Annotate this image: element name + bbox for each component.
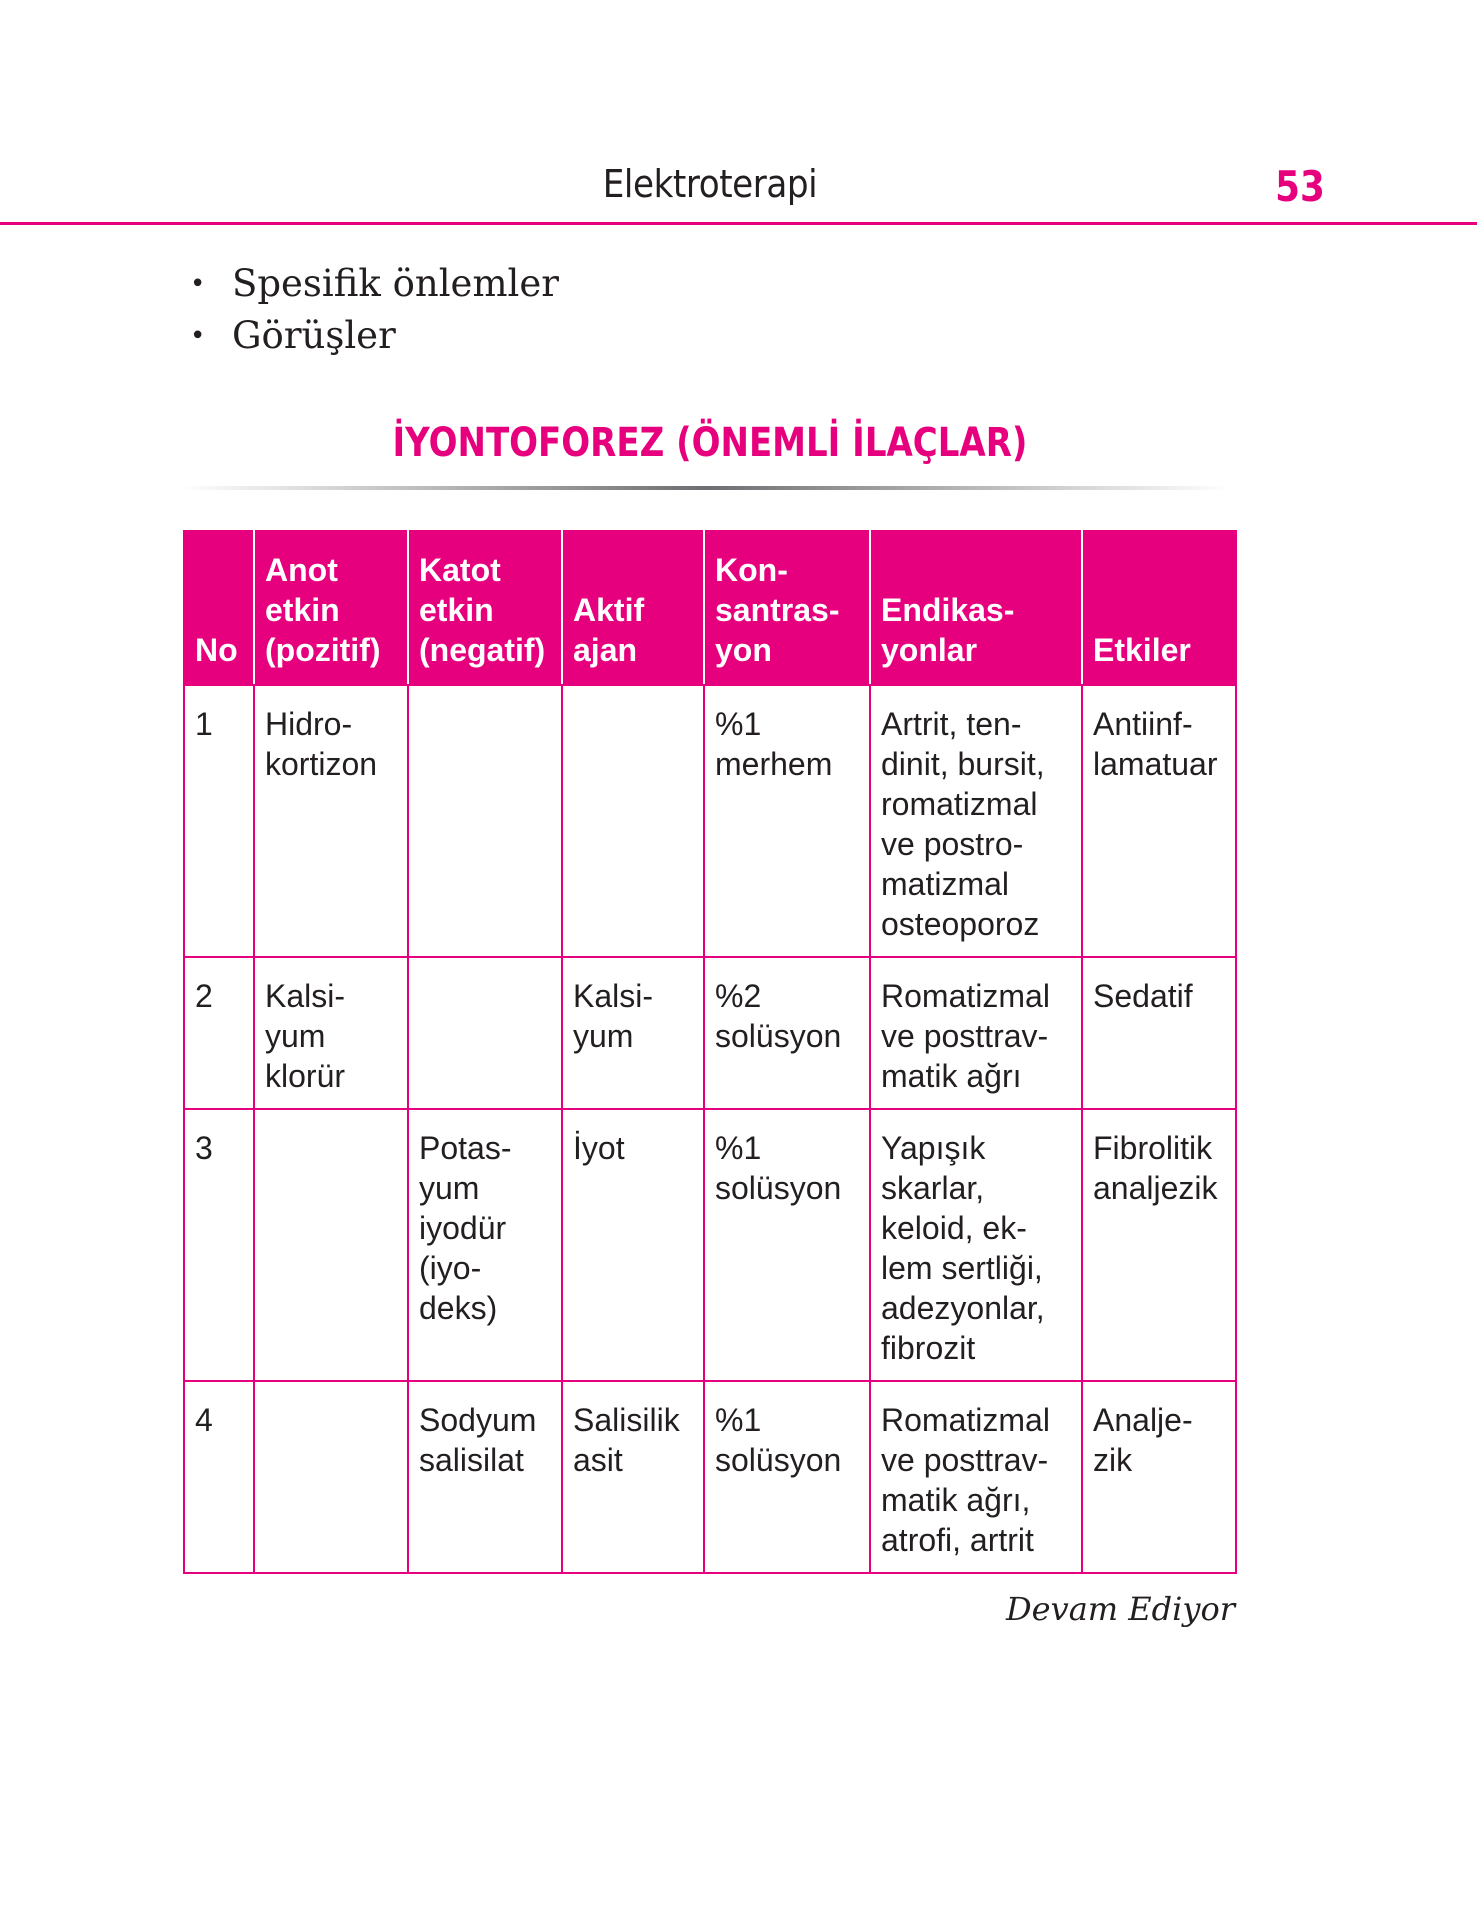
cell-line: ve posttrav- (881, 1018, 1049, 1054)
header-line: (negatif) (419, 632, 546, 668)
title-rule (180, 486, 1230, 490)
cell-active-agent (562, 685, 704, 957)
cell-line: skarlar, (881, 1170, 985, 1206)
cell-anode (254, 957, 408, 1109)
cell-line: Kalsi- (265, 978, 346, 1014)
cell-line: %1 (715, 1130, 762, 1166)
continued-note: Devam Ediyor (1006, 1590, 1235, 1628)
bullet-item (182, 310, 559, 362)
cell-line: Yapışık (881, 1130, 986, 1166)
cell-line: romatizmal (881, 786, 1038, 822)
cell-effects (1082, 957, 1236, 1109)
table-row (184, 1109, 1236, 1381)
cell-line: analjezik (1093, 1170, 1218, 1206)
cell-line: solüsyon (715, 1170, 842, 1206)
cell-concentration (704, 685, 870, 957)
cell-active-agent (562, 957, 704, 1109)
cell-indications (870, 957, 1082, 1109)
header-line: (pozitif) (265, 632, 381, 668)
header-line: No (195, 632, 238, 668)
header-line: Endikas- (881, 592, 1015, 628)
header-concentration (704, 531, 870, 685)
cell-line: %1 (715, 1402, 762, 1438)
header-effects (1082, 531, 1236, 685)
cell-effects (1082, 685, 1236, 957)
cell-line: 1 (195, 706, 213, 742)
cell-indications (870, 685, 1082, 957)
cell-line: zik (1093, 1442, 1133, 1478)
cell-line: keloid, ek- (881, 1210, 1027, 1246)
cell-line: Romatizmal (881, 978, 1050, 1014)
cell-line: iyodür (419, 1210, 507, 1246)
cell-line: 2 (195, 978, 213, 1014)
cell-active-agent (562, 1109, 704, 1381)
cell-line: %2 (715, 978, 762, 1014)
cell-effects (1082, 1381, 1236, 1573)
cell-line: klorür (265, 1058, 346, 1094)
cell-line: ve posttrav- (881, 1442, 1049, 1478)
cell-line: matik ağrı, (881, 1482, 1031, 1518)
cell-cathode (408, 957, 562, 1109)
cell-anode (254, 685, 408, 957)
header-line: ajan (573, 632, 638, 668)
cell-line: matik ağrı (881, 1058, 1022, 1094)
cell-line: ve postro- (881, 826, 1024, 862)
cell-no (184, 1381, 254, 1573)
table-header-row (184, 531, 1236, 685)
cell-line: 4 (195, 1402, 213, 1438)
bullet-item (182, 258, 559, 310)
cell-line: Kalsi- (573, 978, 654, 1014)
cell-line: Romatizmal (881, 1402, 1050, 1438)
cell-line: Fibrolitik (1093, 1130, 1213, 1166)
cell-line: yum (573, 1018, 634, 1054)
header-line: Aktif (573, 592, 645, 628)
header-line: yon (715, 632, 772, 668)
cell-line: Hidro- (265, 706, 353, 742)
cell-line: Analje- (1093, 1402, 1193, 1438)
cell-line: yum (265, 1018, 326, 1054)
cell-line: Sedatif (1093, 978, 1193, 1014)
table-row (184, 1381, 1236, 1573)
page-number: 53 (1275, 162, 1325, 211)
cell-line: matizmal (881, 866, 1010, 902)
header-rule (0, 222, 1477, 225)
cell-cathode (408, 1381, 562, 1573)
running-title: Elektroterapi (602, 162, 818, 206)
cell-line: lem sertliği, (881, 1250, 1043, 1286)
cell-line: 3 (195, 1130, 213, 1166)
cell-line: salisilat (419, 1442, 524, 1478)
cell-anode (254, 1381, 408, 1573)
cell-indications (870, 1109, 1082, 1381)
cell-cathode (408, 685, 562, 957)
cell-line: adezyonlar, (881, 1290, 1045, 1326)
bullet-text: Spesifik önlemler (232, 262, 559, 305)
cell-line: Potas- (419, 1130, 512, 1166)
header-active-agent (562, 531, 704, 685)
header-cathode (408, 531, 562, 685)
cell-effects (1082, 1109, 1236, 1381)
bullet-icon: • (190, 321, 206, 351)
section-title: İYONTOFOREZ (ÖNEMLİ İLAÇLAR) (392, 420, 1028, 466)
cell-line: fibrozit (881, 1330, 976, 1366)
cell-line: Salisilik (573, 1402, 680, 1438)
bullet-icon: • (190, 269, 206, 299)
cell-line: (iyo- (419, 1250, 482, 1286)
cell-line: yum (419, 1170, 480, 1206)
cell-line: deks) (419, 1290, 498, 1326)
cell-line: lamatuar (1093, 746, 1218, 782)
cell-line: solüsyon (715, 1018, 842, 1054)
header-line: Etkiler (1093, 632, 1191, 668)
cell-line: İyot (573, 1130, 625, 1166)
cell-no (184, 1109, 254, 1381)
header-line: Kon- (715, 552, 788, 588)
cell-line: kortizon (265, 746, 378, 782)
cell-line: %1 (715, 706, 762, 742)
header-line: etkin (419, 592, 494, 628)
bullet-text: Görüşler (232, 314, 396, 357)
cell-no (184, 685, 254, 957)
cell-anode (254, 1109, 408, 1381)
cell-concentration (704, 957, 870, 1109)
cell-cathode (408, 1109, 562, 1381)
cell-indications (870, 1381, 1082, 1573)
table-row (184, 685, 1236, 957)
header-line: Katot (419, 552, 501, 588)
cell-concentration (704, 1109, 870, 1381)
cell-concentration (704, 1381, 870, 1573)
iontophoresis-drug-table (183, 530, 1237, 1574)
header-line: etkin (265, 592, 340, 628)
cell-line: solüsyon (715, 1442, 842, 1478)
cell-line: Antiinf- (1093, 706, 1193, 742)
table-row (184, 957, 1236, 1109)
cell-no (184, 957, 254, 1109)
cell-active-agent (562, 1381, 704, 1573)
cell-line: merhem (715, 746, 833, 782)
bullet-list (182, 258, 559, 362)
header-indications (870, 531, 1082, 685)
cell-line: atrofi, artrit (881, 1522, 1034, 1558)
cell-line: dinit, bursit, (881, 746, 1045, 782)
cell-line: asit (573, 1442, 623, 1478)
cell-line: Sodyum (419, 1402, 537, 1438)
header-line: yonlar (881, 632, 978, 668)
header-line: Anot (265, 552, 338, 588)
header-no (184, 531, 254, 685)
header-line: santras- (715, 592, 840, 628)
header-anode (254, 531, 408, 685)
cell-line: Artrit, ten- (881, 706, 1022, 742)
cell-line: osteoporoz (881, 906, 1040, 942)
running-header (0, 160, 1477, 224)
